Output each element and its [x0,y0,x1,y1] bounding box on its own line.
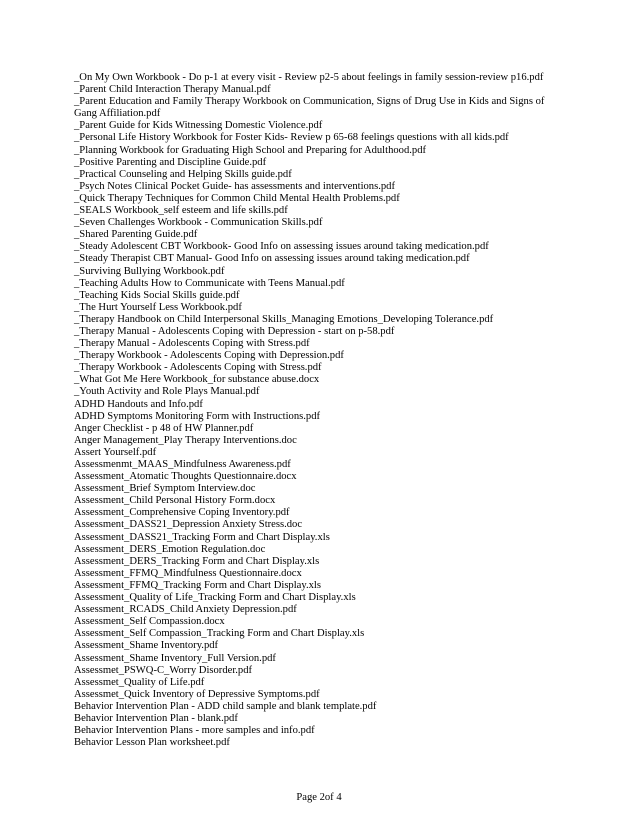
file-list-item: _Steady Therapist CBT Manual- Good Info on assessing issues around taking medication.pdf [74,253,470,265]
file-list-item: Assessmenmt_MAAS_Mindfulness Awareness.pdf [74,459,291,470]
file-list-item: _Therapy Manual - Adolescents Coping with Depression - start on p-58.pdf [74,325,395,337]
file-list-item: Assessment_DASS21_Depression Anxiety Stress.doc [74,519,303,531]
file-list-item: _Therapy Manual - Adolescents Coping with Stress.pdf [74,338,310,350]
file-list-item: _Quick Therapy Techniques for Common Child Mental Health Problems.pdf [74,192,400,204]
page-footer: Page 2of 4 [296,792,342,803]
file-list-item: _Surviving Bullying Workbook.pdf [74,265,225,277]
file-list-item: Assessment_DASS21_Tracking Form and Chart Display.xls [74,531,330,543]
file-list-item: ADHD Handouts and Info.pdf [74,398,203,410]
file-list-item: Assessment_FFMQ_Mindfulness Questionnaire.docx [74,567,302,579]
file-list-item: _Positive Parenting and Discipline Guide.pdf [74,156,267,168]
file-list-item: _Youth Activity and Role Plays Manual.pdf [74,386,260,398]
file-list-item: Behavior Intervention Plan - ADD child sample and blank template.pdf [74,700,377,712]
file-list-item: _Psych Notes Clinical Pocket Guide- has assessments and interventions.pdf [74,180,395,192]
file-list-item: _Practical Counseling and Helping Skills guide.pdf [74,168,292,180]
file-list-item: Anger Management_Play Therapy Interventions.doc [74,434,297,446]
file-list-item: _Shared Parenting Guide.pdf [74,229,198,241]
file-list-item: Assessment_DERS_Emotion Regulation.doc [74,543,266,555]
file-list-item: Assessment_Self Compassion.docx [74,616,225,628]
file-list-item: Behavior Intervention Plan - blank.pdf [74,712,238,724]
file-list-item: Assessmet_Quick Inventory of Depressive Symptoms.pdf [74,688,320,700]
file-list-item: Behavior Intervention Plans - more samples and info.pdf [74,725,315,737]
file-list-item: Assessment_Shame Inventory_Full Version.pdf [74,652,276,664]
file-list-item: _Parent Guide for Kids Witnessing Domestic Violence.pdf [74,120,323,132]
file-list-item: Assessment_Child Personal History Form.docx [74,495,276,507]
file-list-item: Assessment_Brief Symptom Interview.doc [74,483,256,495]
file-list-item: ADHD Symptoms Monitoring Form with Instructions.pdf [74,410,321,422]
file-list-item: _The Hurt Yourself Less Workbook.pdf [74,301,242,313]
file-list-item: _Teaching Kids Social Skills guide.pdf [74,289,240,301]
file-list-item: _Therapy Handbook on Child Interpersonal Skills_Managing Emotions_Developing Tolerance.pdf [74,313,494,325]
file-list-item: _Steady Adolescent CBT Workbook- Good Info on assessing issues around taking medication.pdf [74,241,489,253]
file-list-item: Assessment_FFMQ_Tracking Form and Chart Display.xls [74,579,321,591]
file-list-item: Assessment_Self Compassion_Tracking Form and Chart Display.xls [74,628,365,640]
file-list-item: Anger Checklist - p 48 of HW Planner.pdf [74,422,254,434]
file-list-item: _What Got Me Here Workbook_for substance abuse.docx [74,374,320,386]
file-list-item: _Therapy Workbook - Adolescents Coping with Depression.pdf [74,350,344,362]
file-list-item: Assessment_Quality of Life_Tracking Form and Chart Display.xls [74,592,356,604]
file-list-item: Assessment_Comprehensive Coping Inventory.pdf [74,507,290,519]
file-list-item: _Teaching Adults How to Communicate with Teens Manual.pdf [74,277,345,289]
file-list-item: Assessment_Atomatic Thoughts Questionnaire.docx [74,471,297,483]
file-list-item: _Parent Child Interaction Therapy Manual.pdf [74,84,271,96]
file-list-item: Behavior Lesson Plan worksheet.pdf [74,737,230,749]
file-list [74,72,554,749]
file-list-item: Assessmet_Quality of Life.pdf [74,676,205,688]
file-list-item: Assessment_Shame Inventory.pdf [74,640,219,652]
file-list-item: _SEALS Workbook_self esteem and life skills.pdf [74,205,288,217]
file-list-item: Assessment_DERS_Tracking Form and Chart Display.xls [74,555,320,567]
file-list-item: _Planning Workbook for Graduating High School and Preparing for Adulthood.pdf [74,144,427,156]
file-list-item: _On My Own Workbook - Do p-1 at every visit - Review p2-5 about feelings in family session-review p16.pdf [74,72,544,83]
file-list-item: _Personal Life History Workbook for Foster Kids- Review p 65-68 feelings questions with all kids.pdf [74,132,509,144]
file-list-item: Assert Yourself.pdf [74,446,157,458]
file-list-item: Assessmet_PSWQ-C_Worry Disorder.pdf [74,664,253,676]
file-list-item: Assessment_RCADS_Child Anxiety Depression.pdf [74,604,297,616]
file-list-item: _Therapy Workbook - Adolescents Coping with Stress.pdf [74,362,322,374]
file-list-item: _Seven Challenges Workbook - Communication Skills.pdf [74,217,323,229]
file-list-item: _Parent Education and Family Therapy Workbook on Communication, Signs of Drug Use in Kids and Signs of Gang Affiliation.pdf [74,96,545,120]
